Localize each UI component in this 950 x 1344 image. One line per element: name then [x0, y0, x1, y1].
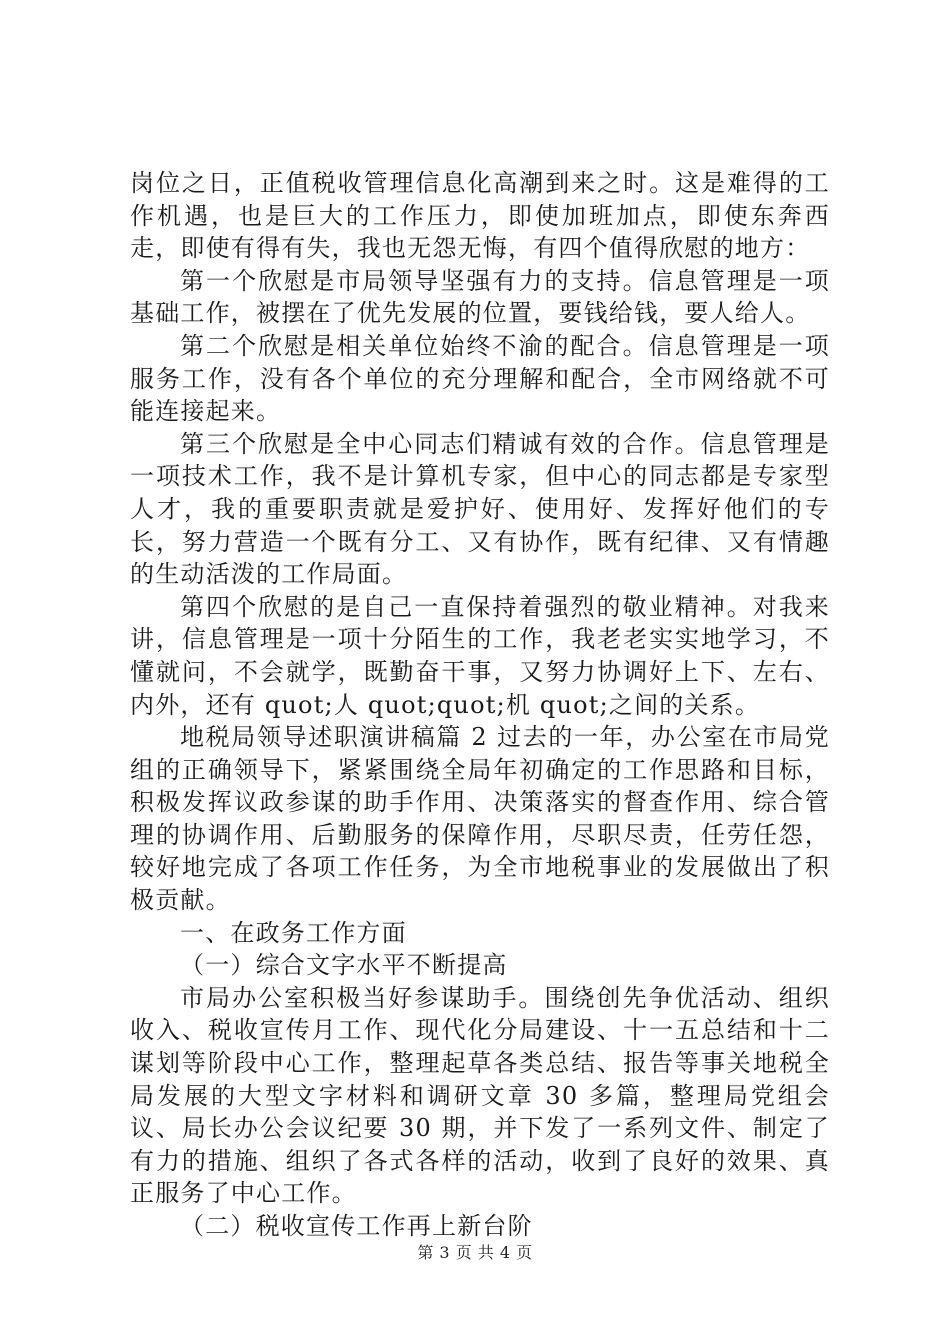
- paragraph: 第一个欣慰是市局领导坚强有力的支持。信息管理是一项基础工作，被摆在了优先发展的位置，要钱给钱，要人给人。: [130, 266, 830, 328]
- paragraph: 岗位之日，正值税收管理信息化高潮到来之时。这是难得的工作机遇，也是巨大的工作压力，即使加班加点，即使东奔西走，即使有得有失，我也无怨无悔，有四个值得欣慰的地方：: [130, 169, 830, 263]
- paragraph: 第二个欣慰是相关单位始终不渝的配合。信息管理是一项服务工作，没有各个单位的充分理解和配合，全市网络就不可能连接起来。: [130, 331, 830, 426]
- document-body: [130, 167, 830, 1243]
- paragraph: 第四个欣慰的是自己一直保持着强烈的敬业精神。对我来讲，信息管理是一项十分陌生的工作，我老老实实地学习，不懂就问，不会就学，既勤奋干事，又努力协调好上下、左右、内外，还有 quot;人 quot;quot;机 quot;之间的关系。: [130, 592, 830, 719]
- page-number-footer: 第 3 页 共 4 页: [417, 1243, 533, 1262]
- subsection-heading: （二）税收宣传工作再上新台阶: [180, 1212, 533, 1240]
- paragraph: 地税局领导述职演讲稿篇 2 过去的一年，办公室在市局党组的正确领导下，紧紧围绕全局年初确定的工作思路和目标，积极发挥议政参谋的助手作用、决策落实的督查作用、综合管理的协调作用、后勤服务的保障作用，尽职尽责，任劳任怨，较好地完成了各项工作任务，为全市地税事业的发展做出了积极贡献。: [130, 723, 830, 915]
- section-heading: 一、在政务工作方面: [180, 918, 407, 947]
- subsection-heading: （一）综合文字水平不断提高: [180, 951, 508, 980]
- paragraph: 市局办公室积极当好参谋助手。围绕创先争优活动、组织收入、税收宣传月工作、现代化分局建设、十一五总结和十二谋划等阶段中心工作，整理起草各类总结、报告等事关地税全局发展的大型文字材料和调研文章 30 多篇，整理局党组会议、局长办公会议纪要 30 期，并下发了一系列文件、制定了有力的措施、组织了各式各样的活动，收到了良好的效果、真正服务了中心工作。: [130, 983, 830, 1208]
- paragraph: 第三个欣慰是全中心同志们精诚有效的合作。信息管理是一项技术工作，我不是计算机专家，但中心的同志都是专家型人才，我的重要职责就是爱护好、使用好、发挥好他们的专长，努力营造一个既有分工、又有协作，既有纪律、又有情趣的生动活泼的工作局面。: [130, 429, 830, 589]
